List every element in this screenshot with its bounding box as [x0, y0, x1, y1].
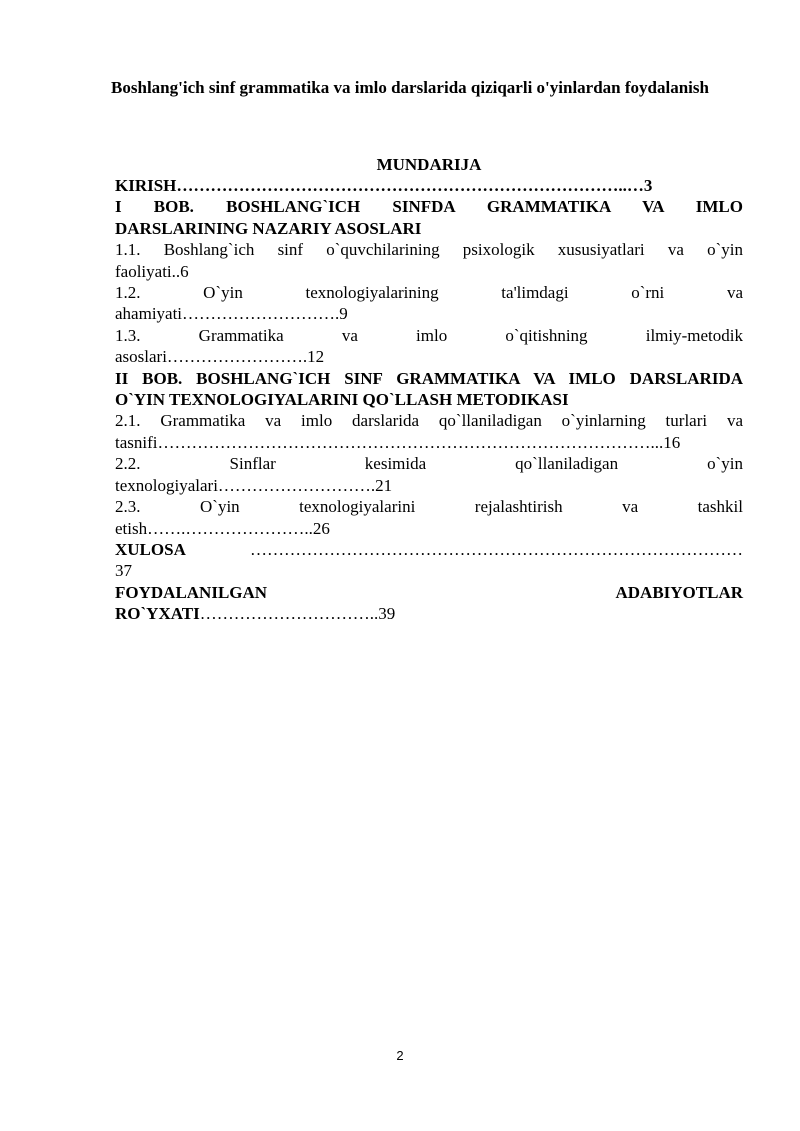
toc-section-1-3: 1.3. Grammatika va imlo o`qitishning ilmiy-metodik — [115, 325, 743, 345]
toc-conclusion-label: XULOSA — [115, 539, 186, 559]
toc-section-2-3-cont: etish…….…………………..26 — [115, 518, 330, 538]
toc-section-2-1-cont: tasnifi……………………………………………………………………………...16 — [115, 432, 681, 452]
toc-section-1-2: 1.2. O`yin texnologiyalarining ta'limdagi o`rni va — [115, 283, 743, 303]
toc-conclusion-page: 37 — [115, 561, 132, 581]
table-of-contents — [115, 175, 743, 625]
toc-section-2-2-cont: texnologiyalari……………………….21 — [115, 475, 393, 495]
toc-conclusion-dots: …………………………………………………………………………… — [185, 539, 743, 559]
toc-section-1-1-cont: faoliyati..6 — [115, 261, 189, 281]
toc-conclusion — [115, 539, 743, 560]
toc-chapter-1-title-cont: DARSLARINING NAZARIY ASOSLARI — [115, 218, 422, 238]
toc-section-2-3: 2.3. O`yin texnologiyalarini rejalashtirish va tashkil — [115, 497, 743, 517]
page-number: 2 — [396, 1048, 404, 1063]
toc-section-1-3-cont: asoslari…………………….12 — [115, 347, 325, 367]
toc-section-1-2-cont: ahamiyati……………………….9 — [115, 304, 348, 324]
toc-chapter-2-title-cont: O`YIN TEXNOLOGIYALARINI QO`LLASH METODIKASI — [115, 390, 569, 410]
toc-chapter-2-title: II BOB. BOSHLANG`ICH SINF GRAMMATIKA VA IMLO DARSLARIDA — [115, 368, 743, 388]
toc-section-2-2: 2.2. Sinflar kesimida qo`llaniladigan o`yin — [115, 454, 743, 474]
toc-bibliography-title-cont — [115, 603, 743, 624]
document-title: Boshlang'ich sinf grammatika va imlo darslarida qiziqarli o'yinlardan foydalanish — [111, 78, 709, 97]
toc-introduction: KIRISH……………………………………………………………………..…3 — [115, 176, 653, 195]
toc-bibliography-dots: …………………………..39 — [199, 604, 396, 624]
toc-section-1-1: 1.1. Boshlang`ich sinf o`quvchilarining psixologik xususiyatlari va o`yin — [115, 240, 743, 260]
toc-section-2-1: 2.1. Grammatika va imlo darslarida qo`llaniladigan o`yinlarning turlari va — [115, 411, 743, 431]
toc-bibliography-title: FOYDALANILGAN ADABIYOTLAR — [115, 582, 743, 602]
contents-heading: MUNDARIJA — [376, 155, 482, 174]
toc-bibliography-label: RO`YXATI — [115, 604, 200, 624]
toc-chapter-1-title: I BOB. BOSHLANG`ICH SINFDA GRAMMATIKA VA IMLO — [115, 197, 743, 217]
